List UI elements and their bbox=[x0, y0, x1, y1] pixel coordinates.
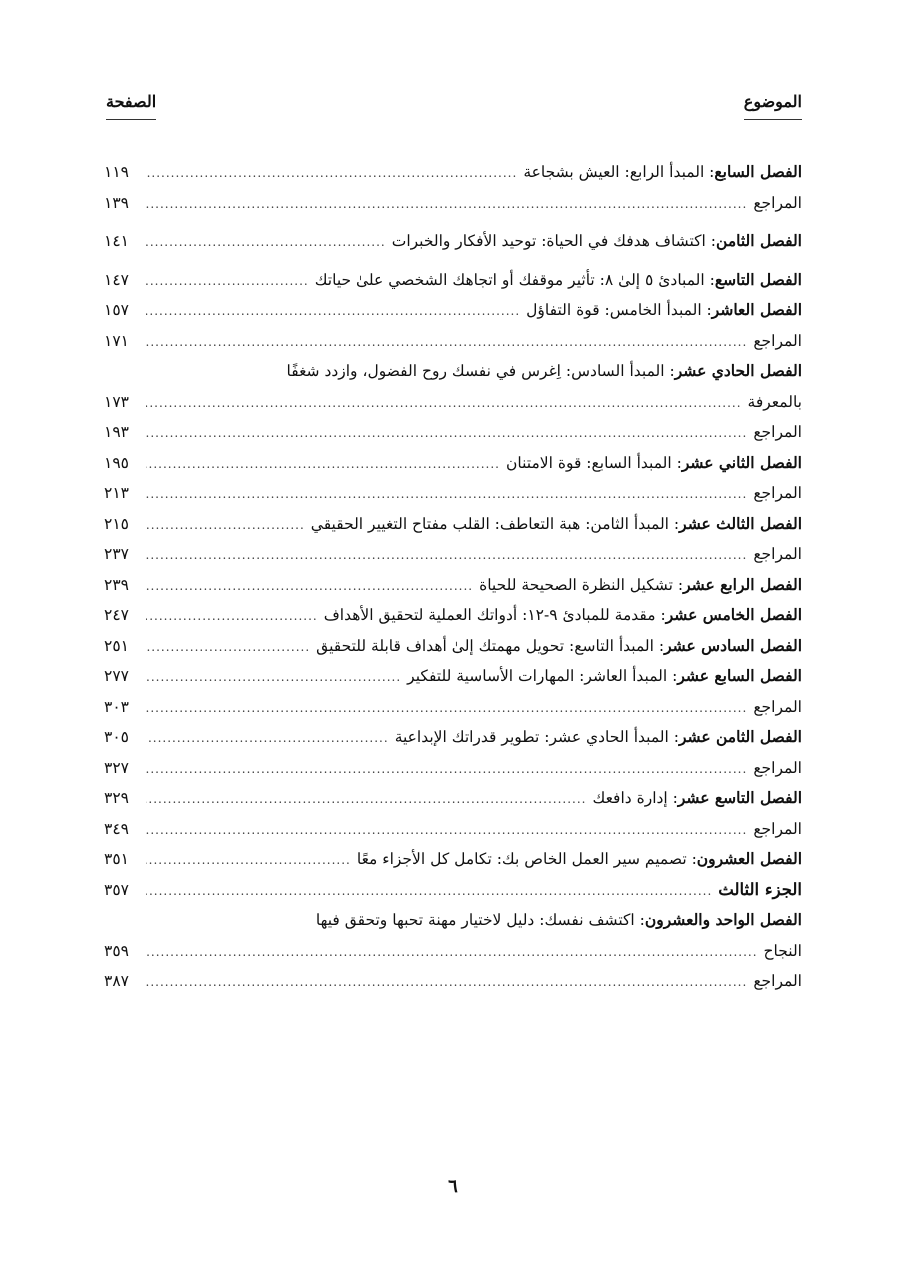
entry-page-number: ٢٥١ bbox=[104, 636, 129, 655]
entry-page-number: ١٣٩ bbox=[104, 193, 129, 212]
chapter-title: : المبدأ التاسع: تحويل مهمتك إلىٰ أهداف قابلة للتحقيق bbox=[316, 636, 665, 655]
entry-title bbox=[753, 326, 802, 356]
toc-header bbox=[106, 92, 802, 132]
entry-page-number: ١٧٣ bbox=[104, 392, 129, 411]
toc-entry[interactable] bbox=[104, 509, 802, 540]
chapter-title-continuation: النجاح bbox=[763, 941, 802, 960]
toc-entry[interactable] bbox=[104, 570, 802, 601]
entry-page-number: ٢١٣ bbox=[104, 484, 129, 502]
dot-leader bbox=[146, 158, 517, 188]
entry-title bbox=[315, 265, 802, 295]
chapter-label: الفصل السادس عشر bbox=[664, 635, 802, 655]
toc-entry[interactable] bbox=[104, 448, 802, 479]
entry-title bbox=[316, 631, 802, 661]
toc-entry[interactable] bbox=[104, 631, 802, 662]
chapter-title: : المبدأ العاشر: المهارات الأساسية للتفكير bbox=[407, 667, 678, 685]
dot-leader bbox=[146, 967, 747, 997]
entry-title bbox=[526, 295, 802, 325]
dot-leader bbox=[146, 510, 305, 540]
entry-page-number: ١٤١ bbox=[104, 232, 129, 250]
dot-leader bbox=[146, 662, 401, 692]
entry-title bbox=[523, 157, 802, 187]
toc-entry[interactable] bbox=[104, 600, 802, 631]
entry-page-number: ١٩٥ bbox=[104, 453, 129, 472]
entry-page-number: ١١٩ bbox=[104, 163, 129, 181]
page-column-heading: الصفحة bbox=[106, 92, 156, 120]
entry-page-number: ٢٣٧ bbox=[104, 545, 129, 563]
references-label: المراجع bbox=[753, 545, 802, 563]
chapter-label: الفصل السابع bbox=[714, 162, 802, 181]
dot-leader bbox=[146, 266, 309, 296]
part-label: الجزء الثالث bbox=[718, 879, 802, 899]
entry-page-number: ١٥٧ bbox=[104, 301, 129, 319]
toc-entry[interactable] bbox=[104, 661, 802, 692]
toc-entry[interactable] bbox=[104, 417, 802, 448]
toc-entry[interactable] bbox=[104, 326, 802, 357]
chapter-title: : تصميم سير العمل الخاص بك: تكامل كل الأجزاء معًا bbox=[356, 850, 697, 868]
entry-title bbox=[357, 844, 802, 874]
chapter-title: : المبدأ الرابع: العيش بشجاعة bbox=[523, 163, 715, 181]
entry-page-number: ٣٥٩ bbox=[104, 941, 129, 960]
dot-leader bbox=[146, 693, 747, 723]
entry-title bbox=[753, 814, 802, 844]
chapter-title: : المبدأ الحادي عشر: تطوير قدراتك الإبداعية bbox=[394, 728, 679, 746]
entry-page-number: ٢٣٩ bbox=[104, 575, 129, 594]
toc-entry[interactable] bbox=[104, 295, 802, 326]
entry-title bbox=[311, 509, 802, 539]
entry-page-number: ٣٤٩ bbox=[104, 819, 129, 838]
chapter-title: : المبدأ السادس: اِغرس في نفسك روح الفضول، وازدد شغفًا bbox=[286, 362, 675, 380]
dot-leader bbox=[146, 327, 747, 357]
references-label: المراجع bbox=[753, 484, 802, 502]
entry-page-number: ١٩٣ bbox=[104, 423, 129, 441]
entry-title bbox=[753, 966, 802, 996]
toc-entry[interactable] bbox=[104, 265, 802, 296]
references-label: المراجع bbox=[753, 758, 802, 777]
dot-leader bbox=[146, 937, 758, 967]
entry-title bbox=[753, 539, 802, 569]
toc-entry[interactable] bbox=[104, 157, 802, 188]
entry-title bbox=[753, 478, 802, 508]
toc-entry[interactable] bbox=[104, 844, 802, 875]
dot-leader bbox=[146, 845, 351, 875]
dot-leader bbox=[146, 540, 747, 570]
entry-title bbox=[506, 448, 802, 478]
references-label: المراجع bbox=[753, 193, 802, 212]
entry-page-number: ٣٠٣ bbox=[104, 697, 129, 716]
chapter-label: الفصل السابع عشر bbox=[677, 666, 802, 685]
entry-title bbox=[479, 570, 802, 600]
toc-entry[interactable] bbox=[104, 226, 802, 257]
entry-page-number: ٢١٥ bbox=[104, 514, 129, 533]
entry-title bbox=[324, 600, 802, 630]
entry-title bbox=[753, 188, 802, 218]
dot-leader bbox=[146, 296, 520, 326]
entry-page-number: ٢٧٧ bbox=[104, 667, 129, 685]
toc-entry-line[interactable] bbox=[104, 356, 802, 387]
chapter-label: الفصل الرابع عشر bbox=[683, 574, 802, 594]
entry-page-number: ٣٨٧ bbox=[104, 972, 129, 990]
chapter-title: : المبدأ الخامس: قوة التفاؤل bbox=[526, 301, 712, 319]
chapter-title: : المبادئ ٥ إلىٰ ٨: تأثير موقفك أو اتجاهك الشخصي علىٰ حياتك bbox=[314, 270, 715, 289]
dot-leader bbox=[146, 784, 587, 814]
toc-entry[interactable] bbox=[104, 753, 802, 784]
chapter-label: الفصل التاسع عشر bbox=[677, 788, 802, 807]
entry-title bbox=[753, 753, 802, 783]
references-label: المراجع bbox=[753, 697, 802, 716]
entry-page-number: ١٤٧ bbox=[104, 270, 129, 289]
chapter-title: : المبدأ السابع: قوة الامتنان bbox=[506, 453, 682, 472]
entry-title bbox=[392, 226, 802, 256]
references-label: المراجع bbox=[753, 423, 802, 441]
entry-page-number: ٢٤٧ bbox=[104, 606, 129, 624]
chapter-label: الفصل الثالث عشر bbox=[679, 513, 802, 533]
chapter-title: : اكتشف نفسك: دليل لاختيار مهنة تحبها وتحقق فيها bbox=[315, 911, 645, 929]
entry-page-number: ٣٠٥ bbox=[104, 728, 129, 746]
chapter-label: الفصل الثامن عشر bbox=[678, 727, 802, 746]
toc-entry[interactable] bbox=[104, 692, 802, 723]
chapter-label: الفصل العشرون bbox=[696, 849, 802, 868]
toc-entry[interactable] bbox=[104, 783, 802, 814]
entry-title bbox=[407, 661, 802, 691]
toc-entry[interactable] bbox=[104, 722, 802, 753]
dot-leader bbox=[146, 571, 473, 601]
toc-part-entry[interactable] bbox=[104, 875, 802, 906]
dot-leader bbox=[146, 388, 742, 418]
chapter-title: : إدارة دافعك bbox=[592, 789, 678, 807]
table-of-contents bbox=[104, 157, 802, 997]
entry-title bbox=[753, 692, 802, 722]
dot-leader bbox=[146, 601, 318, 631]
references-label: المراجع bbox=[753, 972, 802, 990]
chapter-title: : المبدأ الثامن: هبة التعاطف: القلب مفتاح التغيير الحقيقي bbox=[310, 514, 680, 533]
chapter-label: الفصل الخامس عشر bbox=[665, 605, 802, 624]
chapter-label: الفصل الثامن bbox=[716, 231, 802, 250]
dot-leader bbox=[146, 189, 747, 219]
entry-title bbox=[718, 875, 802, 905]
chapter-title: : اكتشاف هدفك في الحياة: توحيد الأفكار والخبرات bbox=[391, 232, 717, 250]
dot-leader bbox=[146, 418, 747, 448]
chapter-title-continuation: بالمعرفة bbox=[747, 392, 802, 411]
chapter-label: الفصل التاسع bbox=[714, 269, 802, 289]
dot-leader bbox=[146, 479, 747, 509]
toc-entry[interactable] bbox=[104, 188, 802, 219]
entry-page-number: ٣٢٩ bbox=[104, 789, 129, 807]
toc-entry[interactable] bbox=[104, 478, 802, 509]
entry-page-number: ٣٢٧ bbox=[104, 758, 129, 777]
dot-leader bbox=[146, 227, 386, 257]
topic-column-heading: الموضوع bbox=[744, 92, 802, 120]
entry-title bbox=[316, 905, 802, 935]
toc-entry[interactable] bbox=[104, 539, 802, 570]
page-number: ٦ bbox=[448, 1176, 458, 1197]
references-label: المراجع bbox=[753, 331, 802, 350]
references-label: المراجع bbox=[753, 819, 802, 838]
entry-page-number: ٣٥٧ bbox=[104, 880, 129, 899]
entry-title bbox=[593, 783, 803, 813]
dot-leader bbox=[146, 632, 310, 662]
toc-entry[interactable] bbox=[104, 387, 802, 418]
chapter-label: الفصل الحادي عشر bbox=[674, 361, 802, 380]
entry-page-number: ٣٥١ bbox=[104, 850, 129, 868]
chapter-title: : مقدمة للمبادئ ٩-١٢: أدواتك العملية لتحقيق الأهداف bbox=[323, 606, 666, 624]
chapter-label: الفصل الواحد والعشرون bbox=[644, 910, 802, 929]
entry-page-number: ١٧١ bbox=[104, 331, 129, 350]
dot-leader bbox=[146, 723, 389, 753]
dot-leader bbox=[146, 754, 747, 784]
dot-leader bbox=[146, 815, 747, 845]
chapter-label: الفصل العاشر bbox=[711, 300, 802, 319]
toc-entry[interactable] bbox=[104, 936, 802, 967]
chapter-label: الفصل الثاني عشر bbox=[681, 452, 802, 472]
entry-title bbox=[753, 417, 802, 447]
toc-entry[interactable] bbox=[104, 966, 802, 997]
dot-leader bbox=[146, 449, 500, 479]
dot-leader bbox=[146, 876, 712, 906]
toc-entry-line[interactable] bbox=[104, 905, 802, 936]
entry-title bbox=[287, 356, 803, 386]
toc-entry[interactable] bbox=[104, 814, 802, 845]
chapter-title: : تشكيل النظرة الصحيحة للحياة bbox=[479, 575, 684, 594]
entry-title bbox=[395, 722, 802, 752]
